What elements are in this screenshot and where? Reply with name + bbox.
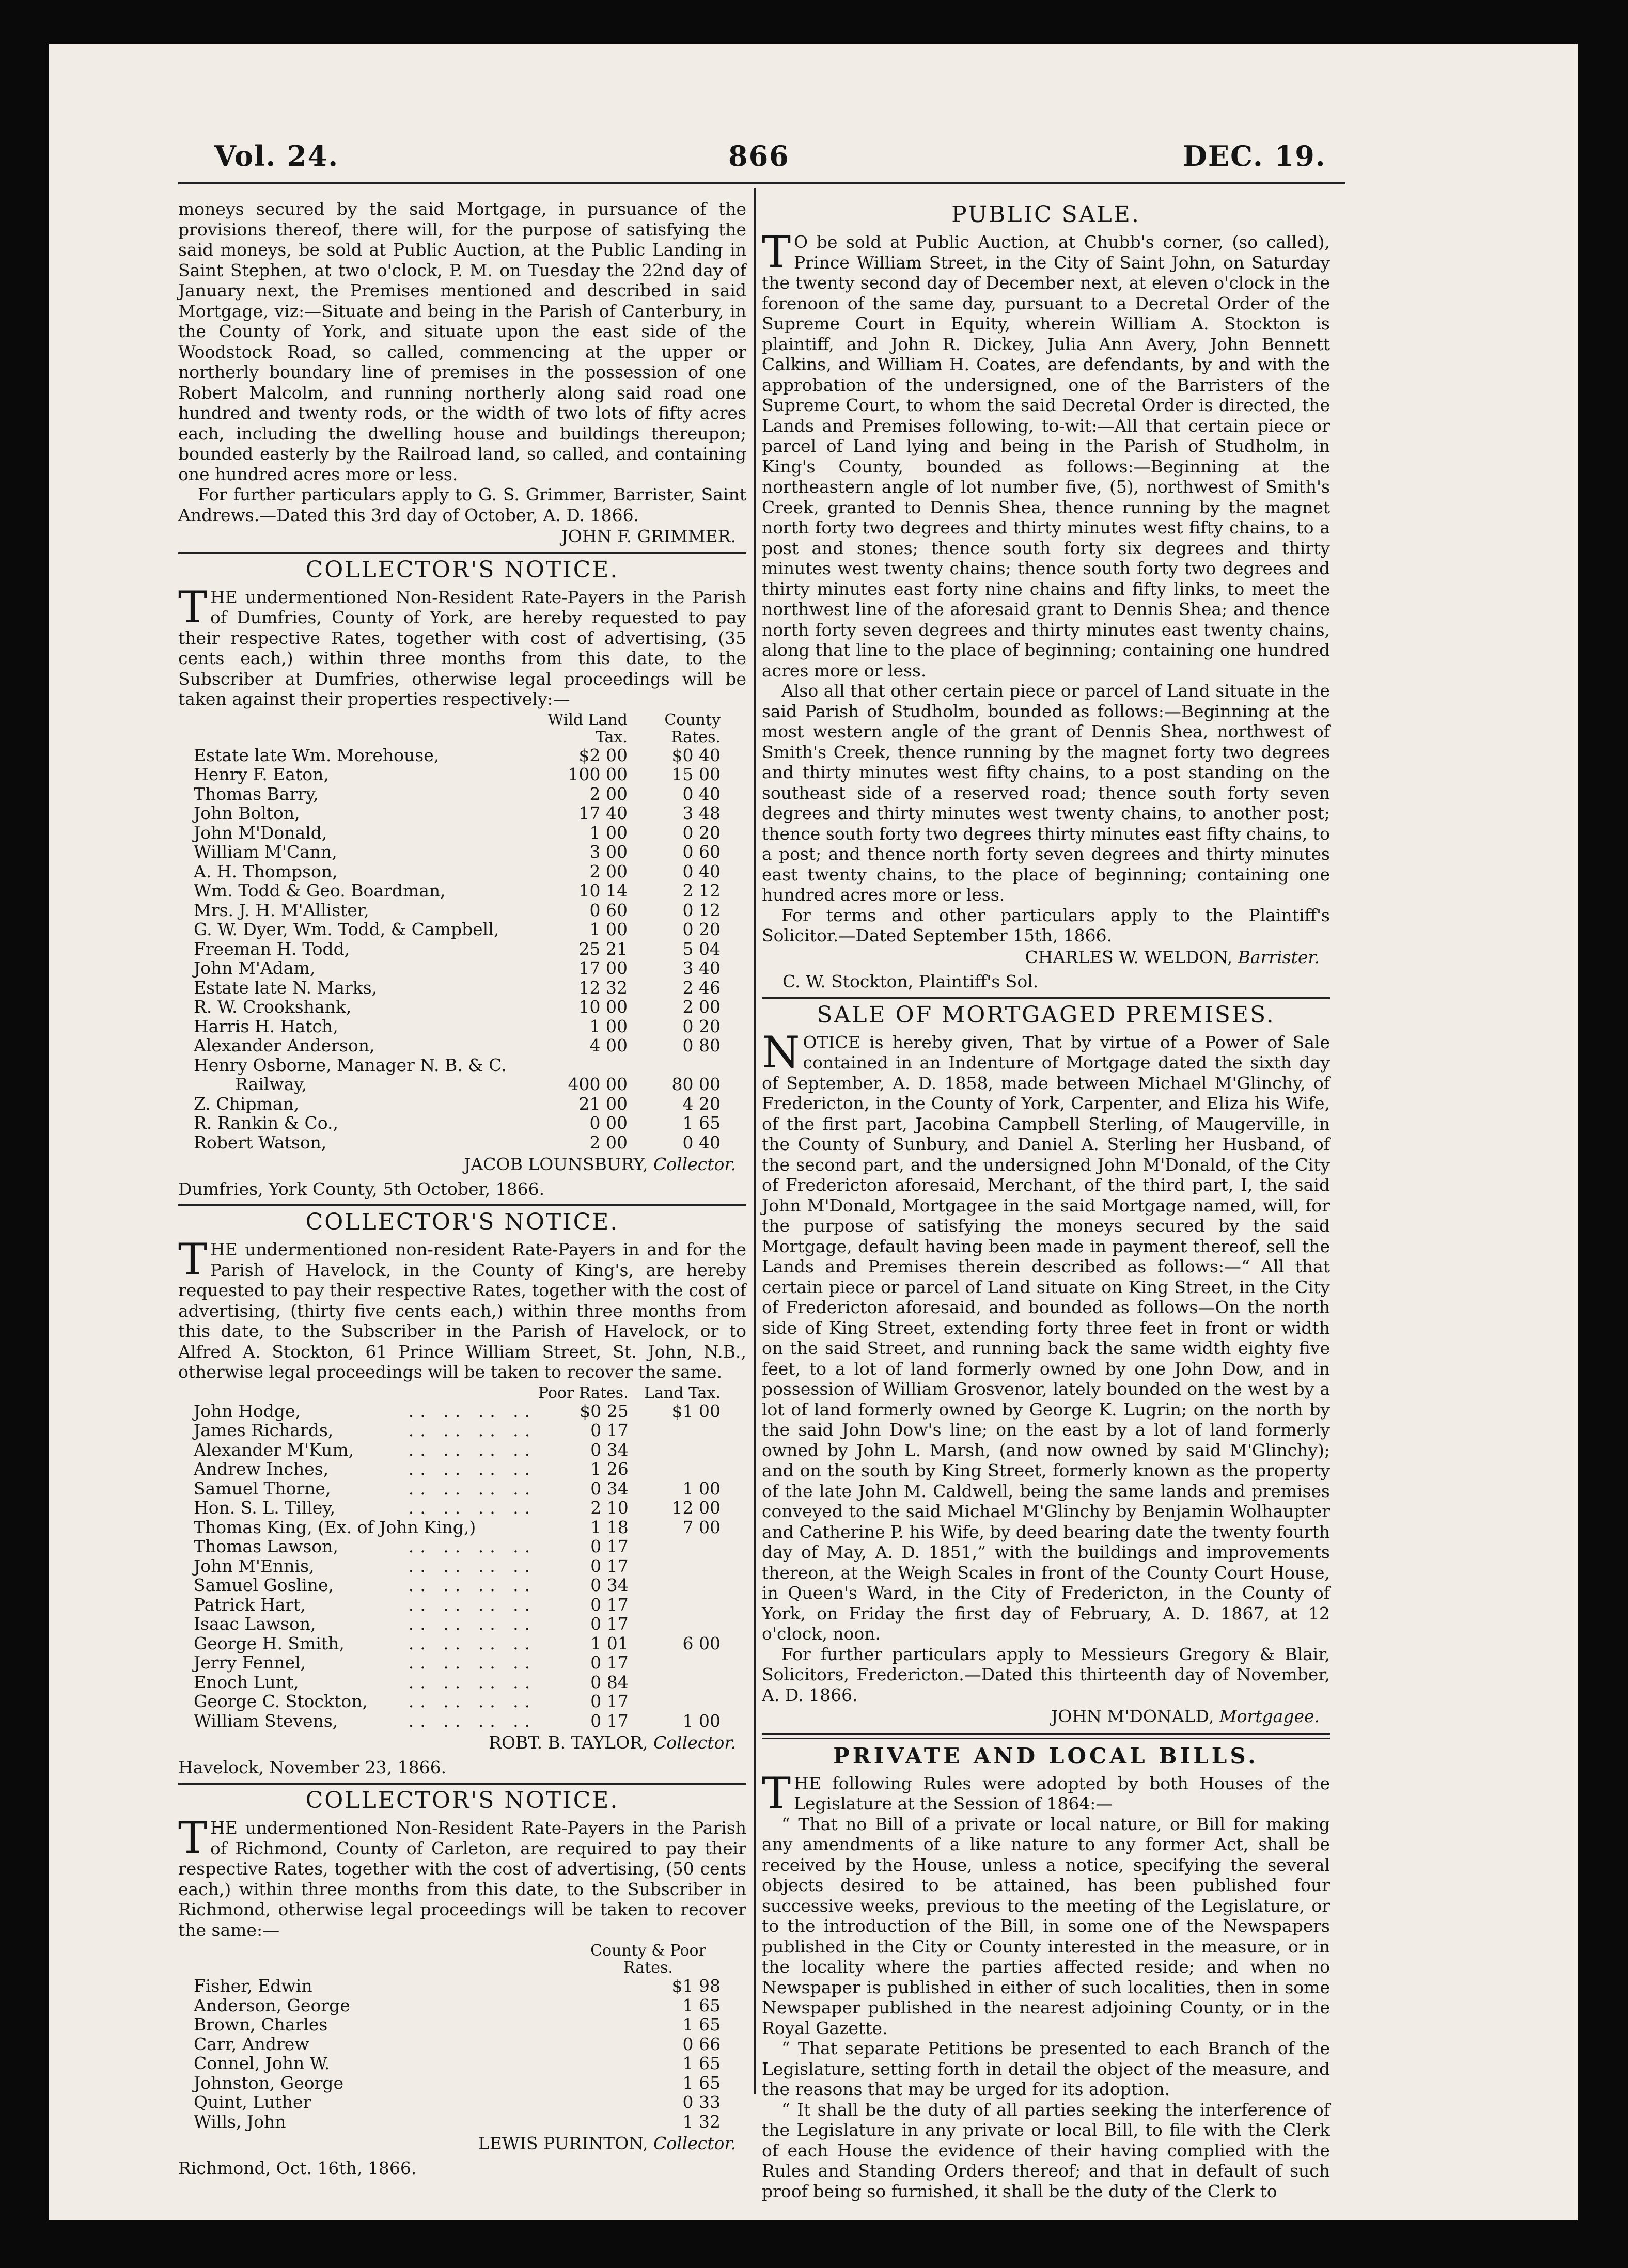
county-rate: 5 04 (682, 938, 721, 959)
table-row (194, 1498, 721, 1518)
dumfries-sig-name: JACOB LOUNSBURY, (464, 1154, 648, 1174)
mortgage-signature: JOHN F. GRIMMER. (561, 526, 736, 546)
table-row (194, 1036, 721, 1056)
wild-land-tax: 10 14 (578, 880, 628, 901)
leader-dots: .. .. .. .. (408, 1691, 537, 1711)
private-bills-dropcap: T (762, 1768, 791, 1819)
payer-name: John Hodge, (194, 1400, 301, 1421)
wild-land-tax: 12 32 (578, 977, 628, 998)
leader-dots: .. .. .. .. (408, 1498, 537, 1518)
richmond-notice (178, 1788, 746, 2178)
county-rate: 3 40 (682, 958, 721, 978)
table-row (194, 1711, 721, 1731)
payer-name: John M'Donald, (194, 822, 327, 843)
table-row (194, 1075, 721, 1094)
table-row (194, 997, 721, 1017)
public-sale-signature-2: C. W. Stockton, Plaintiff's Sol. (782, 971, 1039, 991)
table-row (194, 746, 721, 765)
private-bills-text-4: “ It shall be the duty of all parties seeking the interference of the Legislature in any private or local Bill, to file with the Clerk of each House the evidence of their having complied with the Rules and Standing Orders thereof; and that in default of such proof being so furnished, it shall be the duty of the Clerk to (762, 2099, 1330, 2201)
land-tax (629, 1673, 721, 1692)
table-row (194, 1537, 721, 1556)
table-row (194, 784, 721, 804)
mortgaged-title: SALE OF MORTGAGED PREMISES. (817, 1001, 1275, 1028)
richmond-dropcap: T (178, 1813, 208, 1863)
leader-dots: .. .. .. .. (408, 1420, 537, 1440)
dumfries-dropcap: T (178, 581, 208, 633)
havelock-title: COLLECTOR'S NOTICE. (305, 1209, 619, 1235)
county-rate: 4 20 (682, 1093, 721, 1114)
public-sale-text-2: Also all that other certain piece or parcel of Land situate in the said Parish of Studholm, bounded as follows:—Beginning at the most western angle of the grant of Dennis Shea, northwest of Smith's Creek, thence running by the magnet forty two degrees and thirty minutes west fifty chains, to a post standing on the southeast side of a reserved road; thence south forty seven degrees and thirty minutes west twenty chains, to another post; thence south forty two degrees thirty minutes east fifty chains, to a post; and thence north forty seven degrees and thirty minutes east twenty chains, to the place of beginning; containing one hundred acres more or less. (762, 681, 1330, 905)
mortgage-particulars: For further particulars apply to G. S. Grimmer, Barrister, Saint Andrews.—Dated this 3rd day of October, A. D. 1866. (178, 484, 746, 525)
public-sale-sig1-name: CHARLES W. WELDON, (1025, 947, 1233, 967)
public-sale (762, 202, 1330, 992)
public-sale-text-3: For terms and other particulars apply to the Plaintiff's Solicitor.—Dated September 15th, 1866. (762, 905, 1330, 946)
table-row (194, 2054, 721, 2073)
private-bills-text-2: “ That no Bill of a private or local nature, or Bill for making any amendments of a like nature to any former Act, shall be received by the House, unless a notice, specifying the several objects desired to be attained, has been published four successive weeks, previous to the meeting of the Legislature, or to the introduction of the Bill, in some one of the Newspapers published in the City or County interested in the measure, or in the locality where the parties affected reside; and when no Newspaper is published in either of such localities, then in some Newspaper published in the nearest adjoining County, or in the Royal Gazette. (762, 1814, 1330, 2038)
havelock-col-poor: Poor Rates. (538, 1383, 629, 1402)
leader-dots: .. .. .. .. (408, 1633, 537, 1653)
payer-name: Isaac Lawson, (194, 1614, 316, 1634)
county-poor-rate: 1 65 (682, 2014, 721, 2035)
dumfries-col-wild: Wild Land Tax. (547, 711, 628, 746)
payer-name: Thomas Lawson, (194, 1536, 338, 1556)
payer-name: John Bolton, (194, 803, 300, 823)
table-row (194, 881, 721, 901)
payer-name: George C. Stockton, (194, 1691, 368, 1711)
poor-rate: 2 10 (590, 1498, 629, 1518)
leader-dots: .. .. .. .. (408, 1652, 537, 1673)
richmond-sig-name: LEWIS PURINTON, (478, 2133, 648, 2153)
leader-dots: .. .. .. .. (408, 1439, 537, 1460)
section-double-rule (762, 1733, 1330, 1739)
wild-land-tax: 17 40 (578, 803, 628, 823)
table-row (194, 1459, 721, 1479)
payer-name: Patrick Hart, (194, 1594, 306, 1615)
havelock-notice (178, 1209, 746, 1777)
payer-name: Andrew Inches, (194, 1459, 329, 1479)
table-row (194, 1056, 721, 1075)
mortgage-text: moneys secured by the said Mortgage, in pursuance of the provisions thereof, there will, for the purpose of satisfying the said moneys, be sold at Public Auction, at the Public Landing in Saint Stephen, at two o'clock, P. M. on Tuesday the 22nd day of January next, the Premises mentioned and described in said Mortgage, viz:—Situate and being in the Parish of Canterbury, in the County of York, and situate upon the east side of the Woodstock Road, so called, commencing at the upper or northerly boundary line of premises in the possession of one Robert Malcolm, and running northerly along said road one hundred and twenty rods, or the width of two lots of fifty acres each, including the dwelling house and buildings thereupon; bounded easterly by the Railroad land, so called, and containing one hundred acres more or less. (178, 199, 746, 484)
leader-dots: .. .. .. .. (408, 1710, 537, 1731)
land-tax: 1 00 (682, 1710, 721, 1731)
county-rate: 0 20 (682, 822, 721, 843)
land-tax: $1 00 (671, 1400, 721, 1421)
wild-land-tax: 1 00 (589, 822, 628, 843)
payer-name: Estate late N. Marks, (194, 977, 378, 998)
payer-name: Samuel Thorne, (194, 1478, 331, 1499)
county-poor-rate: 1 32 (682, 2111, 721, 2132)
county-rate: 15 00 (671, 764, 721, 784)
wild-land-tax (524, 1056, 628, 1075)
right-column (762, 199, 1330, 2201)
dumfries-title: COLLECTOR'S NOTICE. (305, 556, 619, 583)
county-poor-rate: 1 65 (682, 2053, 721, 2073)
table-row (194, 1133, 721, 1153)
land-tax (629, 1692, 721, 1711)
header-rule (178, 182, 1345, 184)
richmond-dated: Richmond, Oct. 16th, 1866. (178, 2157, 417, 2178)
poor-rate: 0 34 (590, 1478, 629, 1499)
havelock-col-land: Land Tax. (644, 1383, 721, 1402)
payer-name: Enoch Lunt, (194, 1672, 299, 1692)
land-tax (629, 1614, 721, 1634)
table-row (194, 901, 721, 920)
dumfries-table (194, 712, 721, 1153)
section-rule (178, 1783, 746, 1785)
poor-rate: 1 26 (590, 1459, 629, 1479)
county-rate: 0 80 (682, 1035, 721, 1056)
payer-name: Brown, Charles (194, 2014, 328, 2035)
wild-land-tax: 25 21 (578, 938, 628, 959)
payer-name: Henry Osborne, Manager N. B. & C. (194, 1054, 507, 1075)
leader-dots: .. .. .. .. (408, 1672, 537, 1692)
wild-land-tax: 1 00 (589, 919, 628, 939)
land-tax (629, 1653, 721, 1673)
table-row (194, 1556, 721, 1576)
poor-rate: 0 17 (590, 1594, 629, 1615)
wild-land-tax: 1 00 (589, 1016, 628, 1036)
table-row (194, 1653, 721, 1673)
mortgaged-premises (762, 1002, 1330, 1727)
payer-name: George H. Smith, (194, 1633, 345, 1653)
poor-rate: 0 17 (590, 1710, 629, 1731)
wild-land-tax: $2 00 (578, 745, 628, 765)
payer-name: John M'Adam, (194, 958, 316, 978)
county-poor-rate: 1 65 (682, 1995, 721, 2015)
havelock-sig-name: ROBT. B. TAYLOR, (489, 1732, 648, 1753)
county-poor-rate: 1 65 (682, 2072, 721, 2093)
county-rate: 0 12 (682, 900, 721, 920)
payer-name: James Richards, (194, 1420, 334, 1440)
poor-rate: 0 17 (590, 1420, 629, 1440)
land-tax (629, 1537, 721, 1556)
payer-name: Johnston, George (194, 2072, 344, 2093)
private-bills (762, 1743, 1330, 2202)
wild-land-tax: 400 00 (568, 1074, 628, 1094)
table-row (194, 862, 721, 881)
payer-name: Quint, Luther (194, 2092, 311, 2112)
leader-dots: .. .. .. .. (408, 1400, 537, 1421)
table-row (194, 1094, 721, 1114)
county-rate (628, 1056, 721, 1075)
payer-name: A. H. Thompson, (194, 861, 338, 881)
table-row (194, 978, 721, 998)
table-row (194, 1692, 721, 1711)
dumfries-sig-role: Collector. (653, 1154, 736, 1174)
payer-name: Robert Watson, (194, 1132, 327, 1153)
leader-dots: .. .. .. .. (408, 1575, 537, 1595)
page-number: 866 (728, 139, 790, 172)
payer-name: Mrs. J. H. M'Allister, (194, 900, 369, 920)
volume-label: Vol. 24. (214, 139, 339, 172)
payer-name: Wills, John (194, 2111, 286, 2132)
county-rate: 0 20 (682, 919, 721, 939)
county-rate: 0 40 (682, 1132, 721, 1153)
poor-rate: 0 34 (590, 1575, 629, 1595)
wild-land-tax: 0 00 (589, 1113, 628, 1133)
table-row (194, 2015, 721, 2035)
table-row (194, 823, 721, 843)
dumfries-signature (178, 1154, 746, 1175)
county-rate: $0 40 (671, 745, 721, 765)
table-row (194, 939, 721, 959)
richmond-table (194, 1942, 721, 2131)
section-rule (178, 1204, 746, 1206)
payer-name: William M'Cann, (194, 842, 337, 862)
table-row (194, 765, 721, 784)
table-row (194, 958, 721, 978)
table-row (194, 1421, 721, 1440)
havelock-dated: Havelock, November 23, 1866. (178, 1757, 447, 1777)
poor-rate: 0 17 (590, 1652, 629, 1673)
column-divider (754, 188, 756, 2094)
payer-name: Connel, John W. (194, 2053, 330, 2073)
dumfries-col-county: County Rates. (664, 711, 721, 746)
payer-name: Fisher, Edwin (194, 1976, 312, 1996)
mortgaged-text-2: For further particulars apply to Messieurs Gregory & Blair, Solicitors, Fredericton.—Dated this thirteenth day of November, A. D. 1866. (762, 1644, 1330, 1705)
county-rate: 0 20 (682, 1016, 721, 1036)
table-row (194, 1673, 721, 1692)
leader-dots: .. .. .. .. (408, 1478, 537, 1499)
mortgaged-signature (762, 1706, 1330, 1727)
payer-name: Estate late Wm. Morehouse, (194, 745, 440, 765)
county-poor-rate: $1 98 (671, 1976, 721, 1996)
havelock-table (194, 1384, 721, 1731)
leader-dots: .. .. .. .. (408, 1459, 537, 1479)
land-tax (629, 1556, 721, 1576)
payer-name: Thomas King, (Ex. of John King,) (194, 1517, 476, 1537)
table-row (194, 804, 721, 823)
richmond-sig-role: Collector. (653, 2133, 736, 2153)
payer-name: Freeman H. Todd, (194, 938, 350, 959)
table-row (194, 1976, 721, 1996)
land-tax (629, 1421, 721, 1440)
payer-name: G. W. Dyer, Wm. Todd, & Campbell, (194, 919, 499, 939)
county-rate: 2 12 (682, 880, 721, 901)
leader-dots: .. .. .. .. (408, 1594, 537, 1615)
payer-name: R. Rankin & Co., (194, 1113, 339, 1133)
land-tax: 7 00 (682, 1517, 721, 1537)
havelock-dropcap: T (178, 1234, 208, 1285)
table-row (194, 2035, 721, 2054)
county-poor-rate: 0 66 (682, 2034, 721, 2054)
richmond-col-rates: County & Poor Rates. (590, 1942, 706, 1977)
public-sale-text-1: O be sold at Public Auction, at Chubb's corner, (so called), Prince William Street, in the City of Saint John, on Saturday the twenty second day of December next, at eleven o'clock in the forenoon of the same day, pursuant to a Decretal Order of the Supreme Court in Equity, wherein William A. Stockton is plaintiff, and John R. Dickey, Julia Ann Avery, John Bennett Calkins, and William H. Coates, are defendants, by and with the approbation of the undersigned, one of the Barristers of the Supreme Court, to whom the said Decretal Order is directed, the Lands and Premises following, to-wit:—All that certain piece or parcel of Land lying and being in the Parish of Studholm, in King's County, bounded as follows:—Beginning at the northeastern angle of lot number five, (5), northwest of Smith's Creek, granted to Dennis Shea, thence running by the magnet north forty two degrees and thirty minutes west fifty chains, to a post and stones; thence south forty six degrees and thirty minutes west twenty chains; thence south forty two degrees and thirty minutes east forty nine chains and fifty links, to meet the northwest line of the aforesaid grant to Dennis Shea; and thence north forty seven degrees and thirty minutes east twenty chains, along that line to the place of beginning; containing one hundred acres more or less. (762, 232, 1330, 681)
county-rate: 0 40 (682, 861, 721, 881)
table-row (194, 1634, 721, 1653)
payer-name: Jerry Fennel, (194, 1652, 306, 1673)
mortgaged-text-1: OTICE is hereby given, That by virtue of a Power of Sale contained in an Indenture of Mortgage dated the sixth day of September, A. D. 1858, made between Michael M'Glinchy, of Fredericton, in the County of York, Carpenter, and Eliza his Wife, of the first part, Jacobina Campbell Sterling, of Maugerville, in the County of Sunbury, and Daniel A. Sterling her Husband, of the second part, and the undersigned John M'Donald, of the City of Fredericton aforesaid, Merchant, of the third part, I, the said John M'Donald, Mortgagee in the said Mortgage named, will, for the purpose of satisfying the moneys secured by the said Mortgage, default having been made in payment thereof, sell the Lands and Premises therein described as follows:—“ All that certain piece or parcel of Land situate on King Street, in the City of Fredericton aforesaid, and bounded as follows—On the north side of King Street, extending forty three feet in front or width on the said Street, and running back the same width eighty five feet, to a lot of land formerly owned by one John Dow, and in possession of William Grosvenor, lately bounded on the west by a lot of land formerly owned by George K. Lugrin; on the north by the said John Dow's line; on the east by a lot of land formerly owned by John L. Marsh, (and now owned by said M'Glinchy); and on the south by King Street, formerly known as the property of the late John M. Caldwell, being the same lands and premises conveyed to the said Michael M'Glinchy by Benjamin Wolhaupter and Catherine P. his Wife, by deed bearing date the twenty fourth day of May, A. D. 1851,” with the buildings and improvements thereon, at the Weigh Scales in front of the County Court House, in Queen's Ward, in the City of Fredericton, in the County of York, on Friday the first day of February, A. D. 1867, at 12 o'clock, noon. (762, 1032, 1330, 1644)
county-rate: 2 46 (682, 977, 721, 998)
payer-name: Hon. S. L. Tilley, (194, 1498, 336, 1518)
payer-name: Samuel Gosline, (194, 1575, 334, 1595)
private-bills-text-1: HE following Rules were adopted by both Houses of the Legislature at the Session of 1864:— (794, 1773, 1330, 1814)
poor-rate: 0 17 (590, 1614, 629, 1634)
leader-dots: .. .. .. .. (408, 1555, 537, 1576)
land-tax: 6 00 (682, 1633, 721, 1653)
wild-land-tax: 2 00 (589, 861, 628, 881)
richmond-intro: HE undermentioned Non-Resident Rate-Payers in the Parish of Richmond, County of Carleton, are required to pay their respective Rates, together with the cost of advertising, (50 cents each,) within three months from this date, to the Subscriber in Richmond, otherwise legal proceedings will be taken to recover the same:— (178, 1818, 746, 1940)
table-row (194, 1113, 721, 1133)
payer-name: John M'Ennis, (194, 1555, 315, 1576)
wild-land-tax: 3 00 (589, 842, 628, 862)
wild-land-tax: 17 00 (578, 958, 628, 978)
land-tax (629, 1440, 721, 1460)
payer-name: Harris H. Hatch, (194, 1016, 338, 1036)
payer-name: R. W. Crookshank, (194, 997, 352, 1017)
wild-land-tax: 10 00 (578, 997, 628, 1017)
dumfries-intro: HE undermentioned Non-Resident Rate-Payers in the Parish of Dumfries, County of York, are hereby requested to pay their respective Rates, together with cost of advertising, (35 cents each,) within three months from this date, to the Subscriber at Dumfries, otherwise legal proceedings will be taken against their properties respectively:— (178, 587, 746, 709)
public-sale-dropcap: T (762, 227, 791, 277)
private-bills-title: PRIVATE AND LOCAL BILLS. (833, 1743, 1259, 1769)
poor-rate: 1 01 (590, 1633, 629, 1653)
havelock-signature (178, 1732, 746, 1753)
public-sale-sig1-role: Barrister. (1238, 947, 1320, 967)
payer-name: Z. Chipman, (194, 1093, 300, 1114)
poor-rate: 0 17 (590, 1555, 629, 1576)
richmond-signature (178, 2133, 746, 2154)
public-sale-title: PUBLIC SALE. (951, 201, 1140, 228)
mortgaged-sig-role: Mortgagee. (1219, 1706, 1320, 1726)
land-tax (629, 1595, 721, 1615)
county-rate: 3 48 (682, 803, 721, 823)
wild-land-tax: 0 60 (589, 900, 628, 920)
table-row (194, 1595, 721, 1615)
land-tax: 12 00 (671, 1498, 721, 1518)
havelock-intro: HE undermentioned non-resident Rate-Payers in and for the Parish of Havelock, in the County of King's, are hereby requested to pay their respective Rates, together with the cost of advertising, (thirty five cents each,) within three months from this date, to the Subscriber in the Parish of Havelock, or to Alfred A. Stockton, 61 Prince William Street, St. John, N.B., otherwise legal proceedings will be taken to recover the same. (178, 1239, 746, 1382)
county-rate: 80 00 (671, 1074, 721, 1094)
payer-name: Alexander Anderson, (194, 1035, 375, 1056)
richmond-title: COLLECTOR'S NOTICE. (305, 1787, 619, 1814)
poor-rate: $0 25 (580, 1400, 629, 1421)
wild-land-tax: 2 00 (589, 783, 628, 804)
poor-rate: 0 34 (590, 1439, 629, 1460)
wild-land-tax: 100 00 (568, 764, 628, 784)
payer-name: Railway, (235, 1074, 307, 1094)
payer-name: Henry F. Eaton, (194, 764, 329, 784)
section-rule (178, 552, 746, 554)
land-tax (629, 1459, 721, 1479)
wild-land-tax: 2 00 (589, 1132, 628, 1153)
wild-land-tax: 21 00 (578, 1093, 628, 1114)
dumfries-dated: Dumfries, York County, 5th October, 1866. (178, 1178, 545, 1199)
table-row (194, 2112, 721, 2132)
county-poor-rate: 0 33 (682, 2092, 721, 2112)
dumfries-notice (178, 557, 746, 1200)
payer-name: Anderson, George (194, 1995, 350, 2015)
payer-name: William Stevens, (194, 1710, 338, 1731)
mortgaged-dropcap: N (762, 1027, 800, 1078)
public-sale-signature-1 (762, 947, 1330, 968)
table-row (194, 1518, 721, 1537)
leader-dots: .. .. .. .. (408, 1536, 537, 1556)
table-row (194, 1017, 721, 1036)
county-rate: 1 65 (682, 1113, 721, 1133)
table-row (194, 2092, 721, 2112)
payer-name: Alexander M'Kum, (194, 1439, 354, 1460)
wild-land-tax: 4 00 (589, 1035, 628, 1056)
table-row (194, 1996, 721, 2015)
table-row (194, 1479, 721, 1499)
payer-name: Carr, Andrew (194, 2034, 309, 2054)
table-row (194, 1614, 721, 1634)
table-row (194, 842, 721, 862)
leader-dots: .. .. .. .. (408, 1614, 537, 1634)
left-column (178, 199, 746, 2182)
table-row (194, 2073, 721, 2093)
county-rate: 2 00 (682, 997, 721, 1017)
payer-name: Wm. Todd & Geo. Boardman, (194, 880, 446, 901)
poor-rate: 0 17 (590, 1536, 629, 1556)
section-rule (762, 997, 1330, 999)
mortgaged-sig-name: JOHN M'DONALD, (1051, 1706, 1214, 1726)
poor-rate: 0 84 (590, 1672, 629, 1692)
land-tax (629, 1576, 721, 1595)
poor-rate: 0 17 (590, 1691, 629, 1711)
issue-date: DEC. 19. (1183, 139, 1326, 172)
table-row (194, 920, 721, 939)
county-rate: 0 60 (682, 842, 721, 862)
table-row (194, 1440, 721, 1460)
poor-rate: 1 18 (590, 1517, 629, 1537)
table-row (194, 1576, 721, 1595)
table-row (194, 1401, 721, 1421)
havelock-sig-role: Collector. (653, 1732, 736, 1753)
county-rate: 0 40 (682, 783, 721, 804)
land-tax: 1 00 (682, 1478, 721, 1499)
payer-name: Thomas Barry, (194, 783, 319, 804)
private-bills-text-3: “ That separate Petitions be presented to each Branch of the Legislature, setting forth in detail the object of the measure, and the reasons that may be urged for its adoption. (762, 2038, 1330, 2099)
